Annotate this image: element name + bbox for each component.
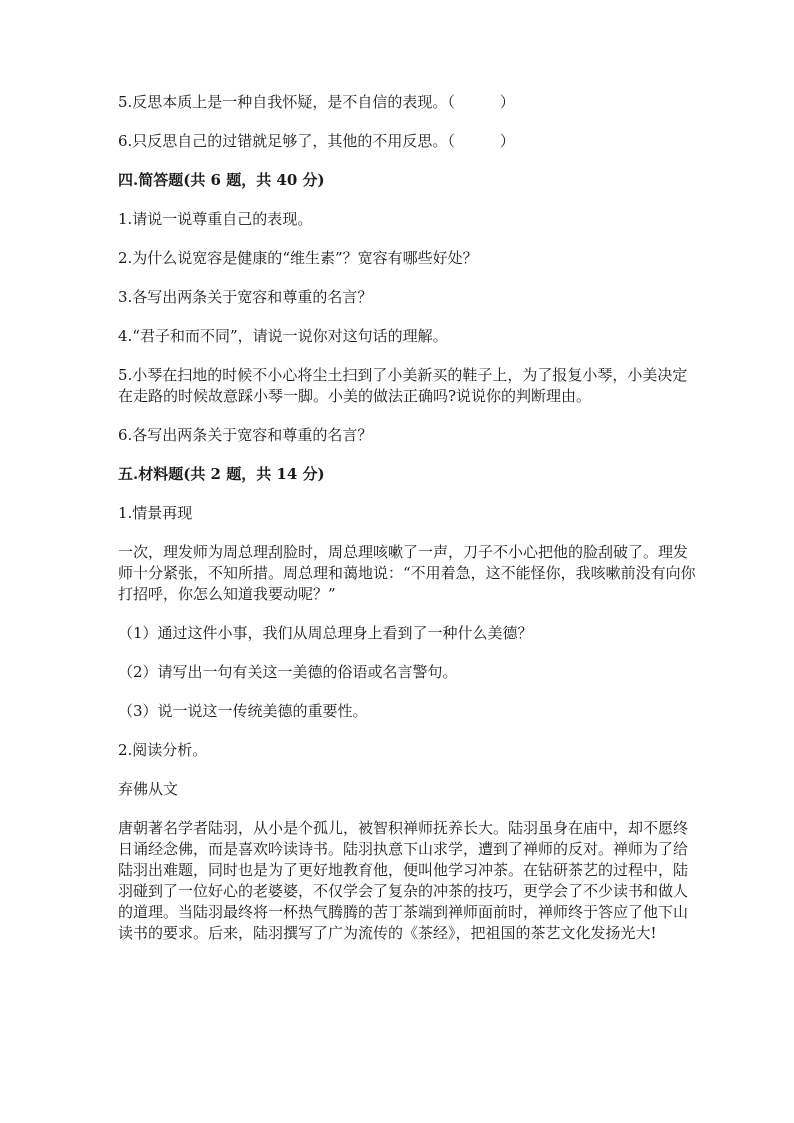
exam-page: [118, 92, 698, 962]
story-title: 弃佛从文: [118, 780, 179, 798]
short-answer-question-3: 3.各写出两条关于宽容和尊重的名言？: [118, 288, 373, 306]
material-question-1-sub-1: （1）通过这件小事，我们从周总理身上看到了一种什么美德？: [118, 624, 533, 642]
short-answer-question-6: 6.各写出两条关于宽容和尊重的名言？: [118, 426, 373, 444]
short-answer-question-4: 4.“君子和而不同”，请说一说你对这句话的理解。: [118, 327, 448, 345]
section5-heading: 五.材料题(共 2 题，共 14 分): [118, 465, 325, 483]
section4-heading: 四.简答题(共 6 题，共 40 分): [118, 171, 325, 189]
judgement-question-6: 6.只反思自己的过错就足够了，其他的不用反思。（ ）: [118, 132, 515, 150]
material-question-1-text: 一次，理发师为周总理刮脸时，周总理咳嗽了一声，刀子不小心把他的脸刮破了。理发师十分紧张，不知所措。周总理和蔼地说：“不用着急，这不能怪你，我咳嗽前没有向你打招呼，你怎么知道我要动呢？”: [118, 543, 696, 603]
material-question-1-sub-2: （2）请写出一句有关这一美德的俗语或名言警句。: [118, 663, 458, 681]
short-answer-question-5: 5.小琴在扫地的时候不小心将尘土扫到了小美新买的鞋子上，为了报复小琴，小美决定在走路的时候故意踩小琴一脚。小美的做法正确吗?说说你的判断理由。: [118, 366, 688, 405]
material-question-2-title: 2.阅读分析。: [118, 741, 208, 759]
short-answer-question-1: 1.请说一说尊重自己的表现。: [118, 210, 313, 228]
material-question-2-text: 唐朝著名学者陆羽，从小是个孤儿，被智积禅师抚养长大。陆羽虽身在庙中，却不愿终日诵经念佛，而是喜欢吟读诗书。陆羽执意下山求学，遭到了禅师的反对。禅师为了给陆羽出难题，同时也是为了更好地教育他，便叫他学习冲茶。在钻研茶艺的过程中，陆羽碰到了一位好心的老婆婆，不仅学会了复杂的冲茶的技巧，更学会了不少读书和做人的道理。当陆羽最终将一杯热气腾腾的苦丁茶端到禅师面前时，禅师终于答应了他下山读书的要求。后来，陆羽撰写了广为流传的《茶经》，把祖国的茶艺文化发扬光大!: [118, 819, 689, 942]
judgement-question-5: 5.反思本质上是一种自我怀疑，是不自信的表现。（ ）: [118, 93, 515, 111]
material-question-1-sub-3: （3）说一说这一传统美德的重要性。: [118, 702, 368, 720]
short-answer-question-2: 2.为什么说宽容是健康的“维生素”？宽容有哪些好处？: [118, 249, 478, 267]
material-question-1-title: 1.情景再现: [118, 504, 193, 522]
